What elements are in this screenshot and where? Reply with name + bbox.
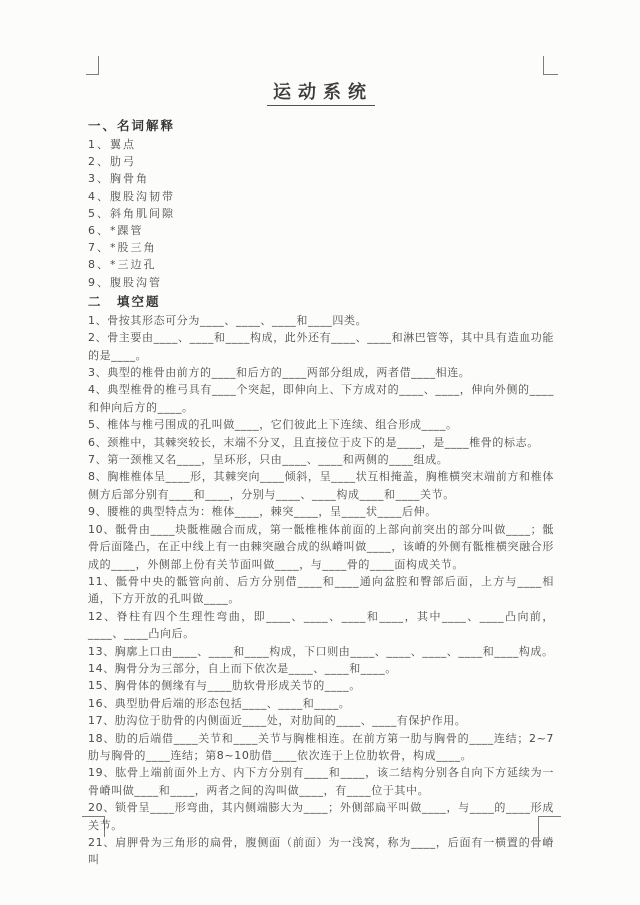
- question-item: 9、腰椎的典型特点为：椎体____，棘突____，呈____状____后伸。: [88, 505, 437, 519]
- term-item: 2、肋弓: [88, 155, 136, 169]
- term-item: 7、*股三角: [88, 241, 157, 255]
- question-item: 16、典型肋骨后端的形态包括____、____和____。: [88, 696, 351, 710]
- question-item: 10、骶骨由____块骶椎融合而成，第一骶椎椎体前面的上部向前突出的部分叫做____；骶骨后面隆凸，在正中线上有一由棘突融合成的纵嵴叫做____，该嵴的外侧有骶椎横突融合形成的____，外侧部上份有关节面叫做____，与____骨的____面构成关节。: [88, 522, 554, 571]
- question-item: 2、骨主要由____、____和____构成，此外还有____、____和淋巴管等，其中具有造血功能的是____。: [88, 331, 554, 362]
- question-item: 3、典型的椎骨由前方的____和后方的____两部分组成，两者借____相连。: [88, 366, 471, 380]
- term-item: 1、翼点: [88, 138, 136, 151]
- question-item: 13、胸廓上口由____、____和____构成，下口则由____、____、____、____和____构成。: [88, 644, 554, 658]
- section-heading-terms: 一、名词解释: [88, 118, 176, 133]
- corner-mark-top-left: [86, 56, 99, 75]
- question-item: 12、脊柱有四个生理性弯曲，即____、____、____和____，其中____、____凸向前，____、____凸向后。: [88, 609, 554, 641]
- question-item: 6、颈椎中，其棘突较长，末端不分叉，且直接位于皮下的是____，是____椎骨的标志。: [88, 435, 539, 449]
- question-item: 11、骶骨中央的骶管向前、后方分别借____和____通向盆腔和臀部后面，上方与____相通，下方开放的孔叫做____。: [88, 574, 554, 606]
- page-title: 运动系统: [88, 78, 554, 104]
- term-item: 9、腹股沟管: [88, 275, 162, 289]
- document-content: [88, 78, 554, 869]
- question-item: 5、椎体与椎弓围成的孔叫做____，它们彼此上下连续、组合形成____。: [88, 418, 458, 432]
- question-item: 20、锁骨呈____形弯曲，其内侧端膨大为____；外侧部扁平叫做____，与____的____形成关节。: [88, 801, 554, 832]
- question-item: 21、肩胛骨为三角形的扁骨，腹侧面（前面）为一浅窝，称为____，后面有一横置的骨嵴叫: [88, 836, 554, 867]
- term-item: 4、腹股沟韧带: [88, 189, 175, 203]
- question-item: 17、肋沟位于肋骨的内侧面近____处，对肋间的____、____有保护作用。: [88, 714, 467, 728]
- question-item: 7、第一颈椎又名____，呈环形，只由____、____和两侧的____组成。: [88, 453, 449, 467]
- question-item: 18、肋的后端借____关节和____关节与胸椎相连。在前方第一肋与胸骨的____连结；2~7肋与胸骨的____连结；第8~10肋借____依次连于上位肋软骨，构成____。: [88, 731, 554, 762]
- term-item: 8、*三边孔: [88, 258, 157, 272]
- question-item: 14、胸骨分为三部分，自上而下依次是____、____和____。: [88, 661, 397, 675]
- section-heading-blanks: 二 填空题: [88, 293, 161, 309]
- question-item: 1、骨按其形态可分为____、____、____和____四类。: [88, 313, 368, 327]
- question-item: 15、胸骨体的侧缘有与____肋软骨形成关节的____。: [88, 679, 361, 693]
- question-item: 4、典型椎骨的椎弓具有____个突起，即伸向上、下方成对的____、____，伸向外侧的____和伸向后方的____。: [88, 383, 554, 414]
- term-item: 6、*踝管: [88, 224, 144, 238]
- question-item: 8、胸椎椎体呈____形，其棘突向____倾斜，呈____状互相掩盖，胸椎横突末端前方和椎体侧方后部分别有____和____，分别与____、____构成____和____关节。: [88, 470, 554, 501]
- term-item: 3、胸骨角: [88, 172, 149, 186]
- question-item: 19、肱骨上端前面外上方、内下方分别有____和____，该二结构分别各自向下方延续为一骨嵴叫做____和____，两者之间的沟叫做____，有____位于其中。: [88, 766, 554, 797]
- term-item: 5、斜角肌间隙: [88, 206, 175, 220]
- corner-mark-top-right: [543, 56, 558, 75]
